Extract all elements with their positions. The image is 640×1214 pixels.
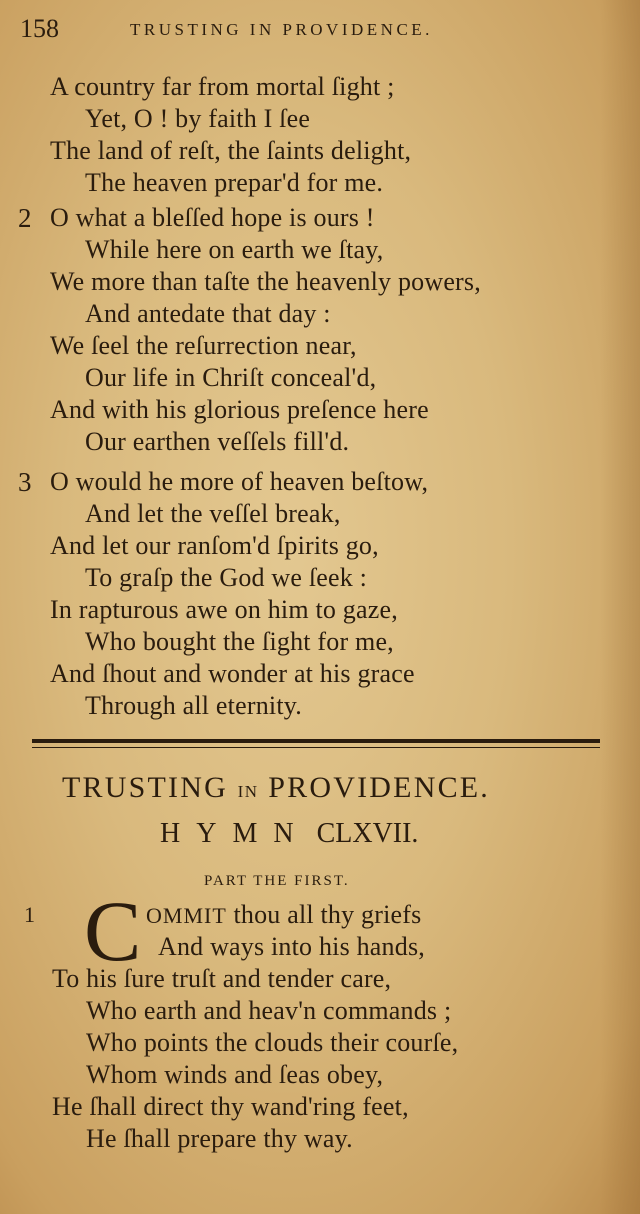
verse-line: To graſp the God we ſeek : (85, 563, 368, 592)
verse-line: A country far from mortal ſight ; (50, 72, 395, 101)
verse-line: Yet, O ! by faith I ſee (85, 104, 311, 133)
verse-line: The heaven prepar'd for me. (85, 168, 384, 197)
section-rule-thin (32, 747, 600, 748)
page-number: 158 (20, 14, 59, 43)
verse-line: And ways into his hands, (158, 932, 425, 961)
verse-line: In rapturous awe on him to gaze, (50, 595, 398, 624)
verse-line: Whom winds and ſeas obey, (86, 1060, 384, 1089)
verse-line: And with his glorious preſence here (50, 395, 429, 424)
first-line-rest: thou all thy griefs (226, 900, 422, 929)
verse-line: We ſeel the reſurrection near, (50, 331, 357, 360)
verse-number: 1 (24, 902, 35, 927)
hymn-number: CLXVII. (316, 818, 419, 849)
verse-line: Our earthen veſſels fill'd. (85, 427, 350, 456)
hymn-title (160, 818, 418, 850)
verse-line: Who points the clouds their courſe, (86, 1028, 459, 1057)
hymn-word: HYMN (160, 818, 310, 849)
verse-line: We more than taſte the heavenly powers, (50, 267, 481, 296)
part-heading: PART THE FIRST. (204, 873, 350, 889)
section-title (62, 771, 490, 805)
verse-line (146, 900, 421, 930)
verse-line: Who bought the ſight for me, (85, 627, 394, 656)
first-word: OMMIT (146, 903, 227, 928)
verse-line: O what a bleſſed hope is ours ! (50, 203, 375, 232)
running-title: TRUSTING IN PROVIDENCE. (130, 20, 433, 39)
verse-number: 2 (18, 203, 32, 233)
verse-line: He ſhall direct thy wand'ring feet, (52, 1092, 409, 1121)
verse-line: While here on earth we ſtay, (85, 235, 384, 264)
drop-cap: C (84, 883, 142, 979)
verse-line: To his ſure truſt and tender care, (52, 964, 392, 993)
verse-line: He ſhall prepare thy way. (86, 1124, 353, 1153)
section-title-part: TRUSTING (62, 771, 228, 804)
verse-line: The land of reſt, the ſaints delight, (50, 136, 412, 165)
section-title-part: PROVIDENCE. (268, 771, 491, 804)
verse-line: Through all eternity. (85, 691, 302, 720)
verse-line: And ſhout and wonder at his grace (50, 659, 415, 688)
verse-line: And let our ranſom'd ſpirits go, (50, 531, 379, 560)
verse-number: 3 (18, 467, 32, 497)
verse-line: And antedate that day : (85, 299, 331, 328)
verse-line: Who earth and heav'n commands ; (86, 996, 452, 1025)
section-rule (32, 739, 600, 743)
verse-line: O would he more of heaven beſtow, (50, 467, 429, 496)
verse-line: And let the veſſel break, (85, 499, 341, 528)
section-title-small: IN (237, 782, 259, 801)
verse-line: Our life in Chriſt conceal'd, (85, 363, 377, 392)
